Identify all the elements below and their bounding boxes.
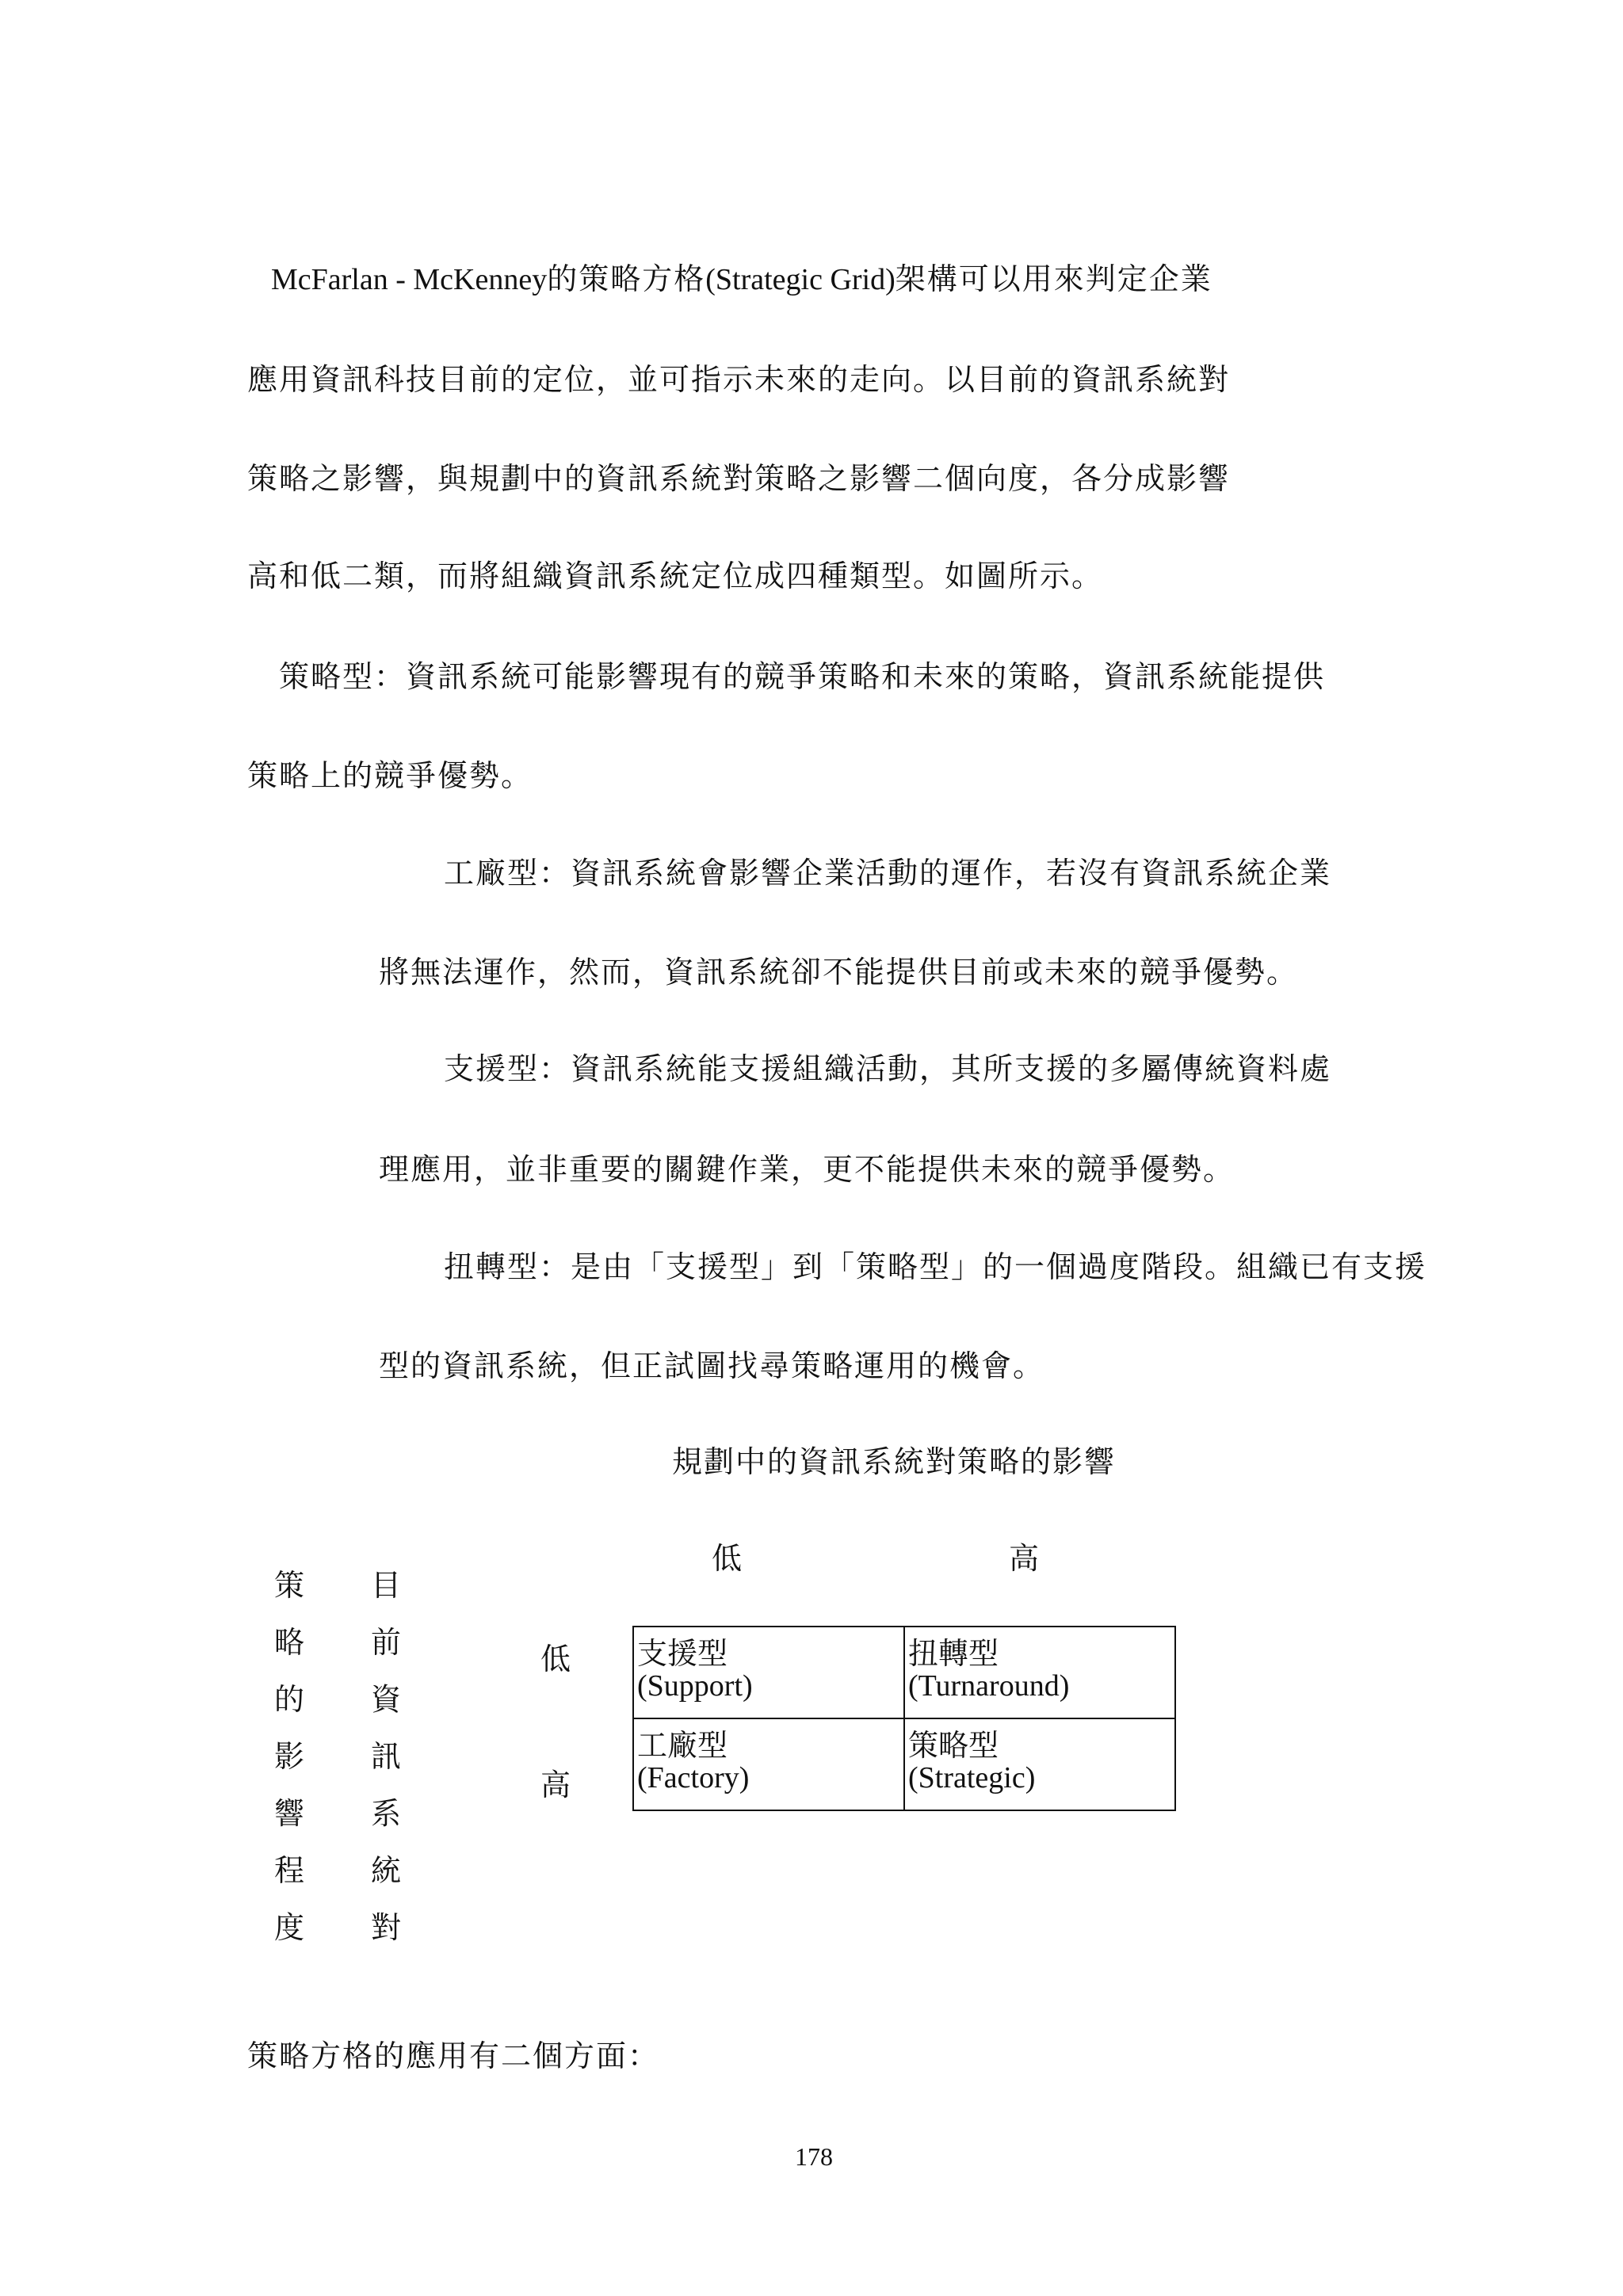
strategic-grid-table xyxy=(632,1626,1176,1811)
strategic-type-line-1: 策略型：資訊系統可能影響現有的競爭策略和未來的策略，資訊系統能提供 xyxy=(279,659,1326,694)
paragraph-line-2: 應用資訊科技目前的定位，並可指示未來的走向。以目前的資訊系統對 xyxy=(247,362,1231,397)
vertical-char: 策 xyxy=(274,1568,305,1603)
row-label-low: 低 xyxy=(540,1642,573,1676)
strategic-type-line-2: 策略上的競爭優勢。 xyxy=(247,758,533,793)
english-term: (Strategic Grid) xyxy=(705,263,896,296)
cell-type-en: (Support) xyxy=(637,1669,753,1703)
vertical-char: 的 xyxy=(274,1682,305,1717)
cell-type-zh: 扭轉型 xyxy=(908,1636,999,1671)
support-type-line-1: 支援型：資訊系統能支援組織活動，其所支援的多屬傳統資料處 xyxy=(444,1051,1332,1086)
paragraph-line-1 xyxy=(271,261,1212,296)
column-label-low: 低 xyxy=(712,1541,744,1576)
grid-row-high xyxy=(633,1718,1175,1810)
cell-type-zh: 支援型 xyxy=(637,1636,728,1671)
turnaround-type-line-1: 扭轉型：是由「支援型」到「策略型」的一個過度階段。組織已有支援 xyxy=(444,1249,1427,1284)
vertical-char: 系 xyxy=(371,1796,402,1831)
cell-type-en: (Factory) xyxy=(637,1760,750,1794)
cell-type-zh: 工廠型 xyxy=(637,1728,728,1763)
paragraph-line-3: 策略之影響，與規劃中的資訊系統對策略之影響二個向度，各分成影響 xyxy=(247,461,1231,496)
vertical-char: 訊 xyxy=(371,1739,402,1774)
vertical-char: 目 xyxy=(371,1568,402,1603)
vertical-char: 對 xyxy=(371,1910,402,1945)
vertical-char: 響 xyxy=(274,1796,305,1831)
framework-name: McFarlan - McKenney xyxy=(271,263,548,296)
cell-type-zh: 策略型 xyxy=(908,1728,999,1763)
cell-support xyxy=(633,1627,904,1718)
cell-strategic xyxy=(904,1718,1175,1810)
cell-turnaround xyxy=(904,1627,1175,1718)
vertical-char: 前 xyxy=(371,1625,402,1660)
vertical-title xyxy=(269,1561,412,1945)
support-type-line-2: 理應用，並非重要的關鍵作業，更不能提供未來的競爭優勢。 xyxy=(379,1152,1235,1187)
vertical-char: 度 xyxy=(274,1910,305,1945)
vertical-char: 資 xyxy=(371,1682,402,1717)
vertical-char: 略 xyxy=(274,1625,305,1660)
vertical-char: 程 xyxy=(274,1853,305,1888)
figure-top-title: 規劃中的資訊系統對策略的影響 xyxy=(672,1444,1117,1479)
cell-factory xyxy=(633,1718,904,1810)
cell-type-en: (Turnaround) xyxy=(908,1669,1070,1703)
vertical-char: 影 xyxy=(274,1739,305,1774)
page-number: 178 xyxy=(795,2142,833,2171)
column-label-high: 高 xyxy=(1009,1541,1041,1576)
paragraph-line-4: 高和低二類，而將組織資訊系統定位成四種類型。如圖所示。 xyxy=(247,559,1104,593)
factory-type-line-2: 將無法運作，然而，資訊系統卻不能提供目前或未來的競爭優勢。 xyxy=(379,955,1299,990)
text-fragment: 的策略方格 xyxy=(547,261,706,296)
closing-line: 策略方格的應用有二個方面： xyxy=(247,2039,660,2073)
grid-row-low xyxy=(633,1627,1175,1718)
vertical-char: 統 xyxy=(371,1853,402,1888)
factory-type-line-1: 工廠型：資訊系統會影響企業活動的運作，若沒有資訊系統企業 xyxy=(444,856,1332,891)
text-fragment: 架構可以用來判定企業 xyxy=(895,261,1212,296)
cell-type-en: (Strategic) xyxy=(908,1760,1036,1794)
turnaround-type-line-2: 型的資訊系統，但正試圖找尋策略運用的機會。 xyxy=(379,1348,1045,1383)
row-label-high: 高 xyxy=(540,1768,573,1802)
